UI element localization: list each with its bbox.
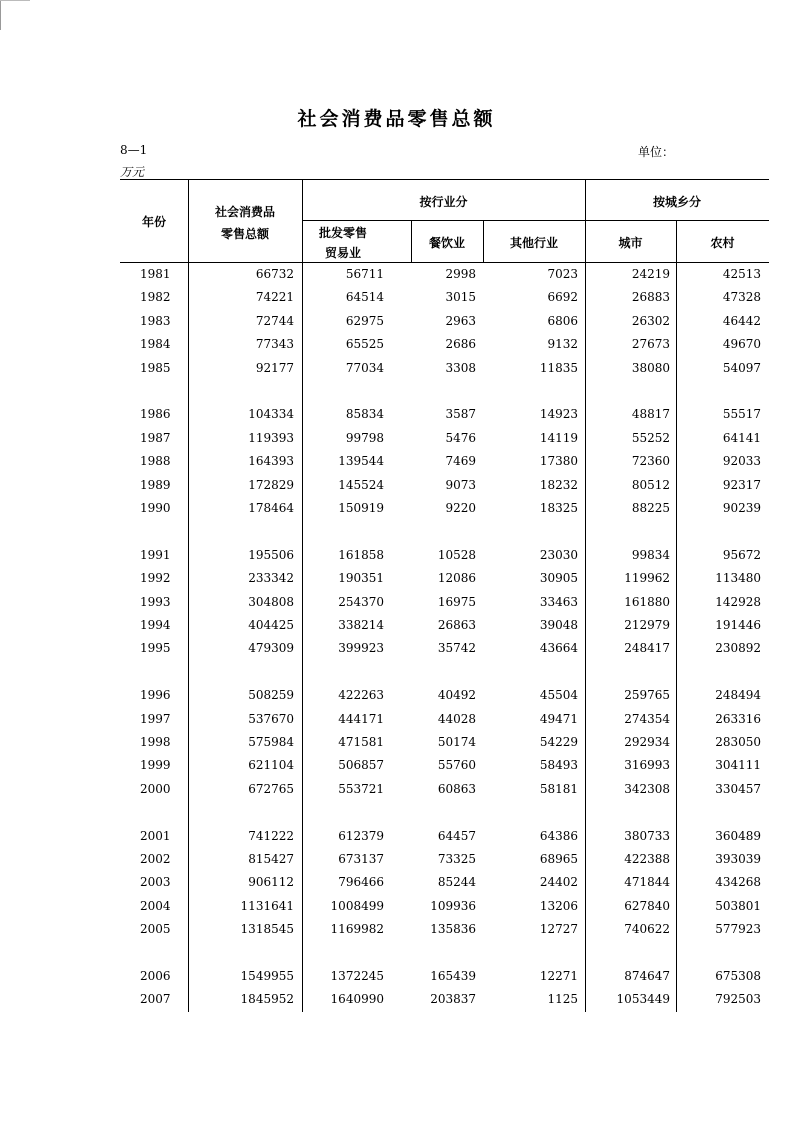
- cell-city: 55252: [631, 430, 670, 445]
- cell-catering: 3308: [445, 360, 476, 375]
- cell-wholesale: 422263: [338, 688, 384, 703]
- table-row: [0, 568, 793, 588]
- cell-total: 172829: [248, 477, 294, 492]
- cell-other: 30905: [539, 571, 578, 586]
- cell-wholesale: 612379: [338, 828, 384, 843]
- cell-city: 292934: [624, 735, 670, 749]
- cell-catering: 9220: [445, 501, 476, 515]
- cell-catering: 55760: [437, 758, 476, 773]
- cell-wholesale: 1640990: [330, 992, 384, 1007]
- cell-catering: 7469: [445, 454, 476, 469]
- table-row: [0, 966, 793, 986]
- cell-catering: 73325: [437, 852, 476, 866]
- cell-year: 1987: [140, 430, 171, 445]
- cell-catering: 44028: [437, 711, 476, 726]
- unit-label: 单位：: [638, 145, 675, 159]
- cell-wholesale: 99798: [345, 430, 384, 445]
- table-row: [0, 475, 793, 495]
- cell-catering: 203837: [430, 992, 476, 1007]
- cell-year: 2001: [140, 828, 171, 843]
- cell-rural: 360489: [715, 828, 761, 843]
- cell-year: 1993: [140, 594, 171, 609]
- table-row: [0, 896, 793, 916]
- cell-total: 815427: [248, 852, 294, 866]
- cell-other: 68965: [539, 852, 578, 866]
- cell-city: 627840: [624, 898, 670, 913]
- cell-total: 92177: [255, 360, 294, 375]
- cell-other: 24402: [539, 875, 578, 890]
- cell-other: 39048: [539, 618, 578, 632]
- cell-total: 575984: [248, 735, 294, 749]
- cell-city: 274354: [624, 711, 670, 726]
- cell-rural: 92317: [722, 477, 761, 492]
- cell-total: 1549955: [240, 969, 294, 983]
- cell-year: 2002: [140, 852, 171, 866]
- cell-total: 1131641: [240, 898, 294, 913]
- cell-rural: 792503: [715, 992, 761, 1007]
- cell-rural: 191446: [715, 618, 761, 632]
- cell-year: 1994: [140, 618, 171, 632]
- cell-wholesale: 1008499: [330, 898, 384, 913]
- cell-wholesale: 139544: [338, 454, 384, 469]
- cell-city: 1053449: [616, 992, 670, 1007]
- table-row: [0, 919, 793, 939]
- cell-other: 6806: [547, 313, 578, 328]
- cell-catering: 135836: [430, 922, 476, 937]
- cell-city: 26883: [631, 290, 670, 305]
- header-by-region: 按城乡分: [652, 195, 701, 209]
- table-row: [0, 615, 793, 635]
- cell-catering: 165439: [430, 969, 476, 983]
- cell-total: 621104: [248, 758, 294, 773]
- table-row: [0, 779, 793, 799]
- cell-rural: 113480: [715, 571, 761, 586]
- cell-other: 1125: [547, 992, 578, 1007]
- cell-other: 64386: [539, 828, 578, 843]
- cell-rural: 142928: [715, 594, 761, 609]
- cell-catering: 64457: [437, 828, 476, 843]
- cell-other: 45504: [539, 688, 578, 703]
- cell-total: 672765: [248, 781, 294, 796]
- table-row: [0, 592, 793, 612]
- cell-year: 1988: [140, 454, 171, 469]
- header-mid-rule: [302, 220, 769, 221]
- cell-rural: 47328: [722, 290, 761, 305]
- cell-wholesale: 1372245: [330, 969, 384, 983]
- cell-catering: 3587: [445, 407, 476, 422]
- cell-rural: 46442: [722, 313, 761, 328]
- cell-city: 342308: [624, 781, 670, 796]
- cell-rural: 577923: [715, 922, 761, 937]
- cell-wholesale: 190351: [338, 571, 384, 586]
- header-year: 年份: [141, 215, 166, 229]
- cell-city: 259765: [624, 688, 670, 703]
- cell-rural: 230892: [715, 641, 761, 656]
- cell-rural: 49670: [722, 337, 761, 352]
- cell-city: 72360: [631, 454, 670, 469]
- header-wholesale-line2: 贸易业: [324, 246, 361, 260]
- cell-other: 33463: [539, 594, 578, 609]
- cell-year: 2006: [140, 969, 171, 983]
- cell-total: 906112: [248, 875, 294, 890]
- cell-rural: 675308: [715, 969, 761, 983]
- cell-rural: 330457: [715, 781, 761, 796]
- cell-catering: 50174: [437, 735, 476, 749]
- cell-catering: 35742: [437, 641, 476, 656]
- cell-wholesale: 145524: [338, 477, 384, 492]
- cell-rural: 503801: [715, 898, 761, 913]
- table-row: [0, 685, 793, 705]
- cell-total: 741222: [248, 828, 294, 843]
- cell-year: 1996: [140, 688, 171, 703]
- cell-city: 422388: [624, 852, 670, 866]
- unit-value: 万元: [120, 165, 145, 179]
- cell-total: 537670: [248, 711, 294, 726]
- cell-other: 43664: [539, 641, 578, 656]
- cell-city: 27673: [631, 337, 670, 352]
- cell-city: 26302: [631, 313, 670, 328]
- cell-year: 1992: [140, 571, 171, 586]
- table-row: [0, 872, 793, 892]
- cell-wholesale: 338214: [338, 618, 384, 632]
- cell-year: 1995: [140, 641, 171, 656]
- cell-total: 195506: [248, 547, 294, 562]
- cell-total: 233342: [248, 571, 294, 586]
- cell-city: 119962: [624, 571, 670, 586]
- header-catering: 餐饮业: [428, 236, 465, 250]
- table-row: [0, 826, 793, 846]
- cell-wholesale: 62975: [345, 313, 384, 328]
- table-row: [0, 428, 793, 448]
- table-row: [0, 638, 793, 658]
- cell-city: 380733: [624, 828, 670, 843]
- table-row: [0, 498, 793, 518]
- cell-wholesale: 161858: [338, 547, 384, 562]
- cell-year: 1981: [140, 267, 171, 281]
- cell-year: 1984: [140, 337, 171, 352]
- cell-total: 508259: [248, 688, 294, 703]
- cell-total: 1845952: [240, 992, 294, 1007]
- cell-catering: 3015: [445, 290, 476, 305]
- cell-catering: 60863: [437, 781, 476, 796]
- cell-year: 1991: [140, 547, 171, 562]
- table-row: [0, 545, 793, 565]
- cell-rural: 304111: [715, 758, 761, 773]
- header-total-line2: 零售总额: [220, 227, 269, 241]
- cell-other: 11835: [539, 360, 578, 375]
- cell-total: 479309: [248, 641, 294, 656]
- table-row: [0, 709, 793, 729]
- cell-year: 1986: [140, 407, 171, 422]
- cell-year: 1982: [140, 290, 171, 305]
- header-rural: 农村: [710, 236, 735, 250]
- cell-catering: 5476: [445, 430, 476, 445]
- cell-total: 77343: [255, 337, 294, 352]
- cell-rural: 434268: [715, 875, 761, 890]
- cell-other: 7023: [547, 267, 578, 281]
- cell-wholesale: 444171: [338, 711, 384, 726]
- cell-total: 178464: [248, 501, 294, 515]
- cell-rural: 393039: [715, 852, 761, 866]
- cell-year: 2003: [140, 875, 171, 890]
- cell-wholesale: 56711: [345, 267, 384, 281]
- cell-wholesale: 471581: [338, 735, 384, 749]
- cell-other: 49471: [539, 711, 578, 726]
- cell-catering: 10528: [437, 547, 476, 562]
- cell-wholesale: 506857: [338, 758, 384, 773]
- cell-city: 161880: [624, 594, 670, 609]
- cell-year: 1997: [140, 711, 171, 726]
- table-row: [0, 264, 793, 284]
- cell-city: 316993: [624, 758, 670, 773]
- cell-year: 2000: [140, 781, 171, 796]
- cell-other: 58493: [539, 758, 578, 773]
- cell-catering: 109936: [430, 898, 476, 913]
- cell-year: 1998: [140, 735, 171, 749]
- cell-other: 18232: [539, 477, 578, 492]
- cell-wholesale: 399923: [338, 641, 384, 656]
- cell-total: 1318545: [240, 922, 294, 937]
- cell-total: 66732: [255, 267, 294, 281]
- table-row: [0, 989, 793, 1009]
- cell-catering: 2963: [445, 313, 476, 328]
- header-bottom-rule: [120, 262, 769, 263]
- cell-rural: 263316: [715, 711, 761, 726]
- cell-year: 2004: [140, 898, 171, 913]
- cell-total: 72744: [255, 313, 294, 328]
- cell-wholesale: 85834: [345, 407, 384, 422]
- cell-other: 13206: [539, 898, 578, 913]
- cell-rural: 42513: [722, 267, 761, 281]
- cell-wholesale: 77034: [345, 360, 384, 375]
- cell-city: 99834: [631, 547, 670, 562]
- cell-city: 24219: [631, 267, 670, 281]
- cell-other: 14119: [539, 430, 578, 445]
- cell-other: 14923: [539, 407, 578, 422]
- cell-year: 1985: [140, 360, 171, 375]
- table-row: [0, 755, 793, 775]
- cell-wholesale: 150919: [338, 501, 384, 515]
- cell-total: 404425: [248, 618, 294, 632]
- cell-catering: 2686: [445, 337, 476, 352]
- cell-other: 58181: [539, 781, 578, 796]
- cell-total: 164393: [248, 454, 294, 469]
- header-city: 城市: [618, 236, 643, 250]
- table-row: [0, 311, 793, 331]
- page-corner-mark: [0, 0, 1, 30]
- cell-total: 119393: [248, 430, 294, 445]
- cell-rural: 248494: [715, 688, 761, 703]
- cell-wholesale: 673137: [338, 852, 384, 866]
- cell-catering: 16975: [437, 594, 476, 609]
- cell-other: 23030: [539, 547, 578, 562]
- table-row: [0, 732, 793, 752]
- cell-city: 740622: [624, 922, 670, 937]
- table-row: [0, 404, 793, 424]
- cell-wholesale: 1169982: [330, 922, 384, 937]
- cell-catering: 40492: [437, 688, 476, 703]
- cell-other: 18325: [539, 501, 578, 515]
- cell-other: 6692: [547, 290, 578, 305]
- header-total-line1: 社会消费品: [214, 205, 275, 219]
- table-top-rule: [120, 179, 769, 180]
- table-row: [0, 849, 793, 869]
- cell-rural: 54097: [722, 360, 761, 375]
- cell-rural: 64141: [722, 430, 761, 445]
- table-row: [0, 334, 793, 354]
- cell-rural: 92033: [722, 454, 761, 469]
- cell-other: 17380: [539, 454, 578, 469]
- cell-other: 9132: [547, 337, 578, 352]
- cell-catering: 2998: [445, 267, 476, 281]
- cell-city: 80512: [631, 477, 670, 492]
- cell-year: 1989: [140, 477, 171, 492]
- table-row: [0, 287, 793, 307]
- cell-wholesale: 553721: [338, 781, 384, 796]
- cell-wholesale: 65525: [345, 337, 384, 352]
- cell-year: 2005: [140, 922, 171, 937]
- cell-city: 48817: [631, 407, 670, 422]
- cell-city: 874647: [624, 969, 670, 983]
- cell-wholesale: 796466: [338, 875, 384, 890]
- cell-year: 2007: [140, 992, 171, 1007]
- cell-year: 1999: [140, 758, 171, 773]
- cell-other: 54229: [539, 735, 578, 749]
- cell-rural: 283050: [715, 735, 761, 749]
- cell-city: 248417: [624, 641, 670, 656]
- table-row: [0, 451, 793, 471]
- header-wholesale-line1: 批发零售: [318, 226, 367, 240]
- cell-total: 304808: [248, 594, 294, 609]
- cell-city: 471844: [624, 875, 670, 890]
- cell-city: 88225: [631, 501, 670, 515]
- cell-rural: 55517: [722, 407, 761, 422]
- table-number: 8—1: [120, 143, 148, 157]
- cell-catering: 12086: [437, 571, 476, 586]
- header-other: 其他行业: [509, 236, 558, 250]
- cell-catering: 85244: [437, 875, 476, 890]
- page-title: 社会消费品零售总额: [297, 108, 496, 130]
- cell-total: 104334: [248, 407, 294, 422]
- cell-wholesale: 254370: [338, 594, 384, 609]
- cell-city: 212979: [624, 618, 670, 632]
- table-row: [0, 358, 793, 378]
- cell-rural: 90239: [722, 501, 761, 515]
- cell-city: 38080: [631, 360, 670, 375]
- header-by-industry: 按行业分: [419, 195, 468, 209]
- cell-catering: 9073: [445, 477, 476, 492]
- cell-catering: 26863: [437, 618, 476, 632]
- cell-year: 1990: [140, 501, 171, 515]
- cell-rural: 95672: [722, 547, 761, 562]
- cell-total: 74221: [255, 290, 294, 305]
- cell-other: 12727: [539, 922, 578, 937]
- cell-wholesale: 64514: [345, 290, 384, 305]
- page-corner-mark: [0, 0, 30, 1]
- cell-other: 12271: [539, 969, 578, 983]
- cell-year: 1983: [140, 313, 171, 328]
